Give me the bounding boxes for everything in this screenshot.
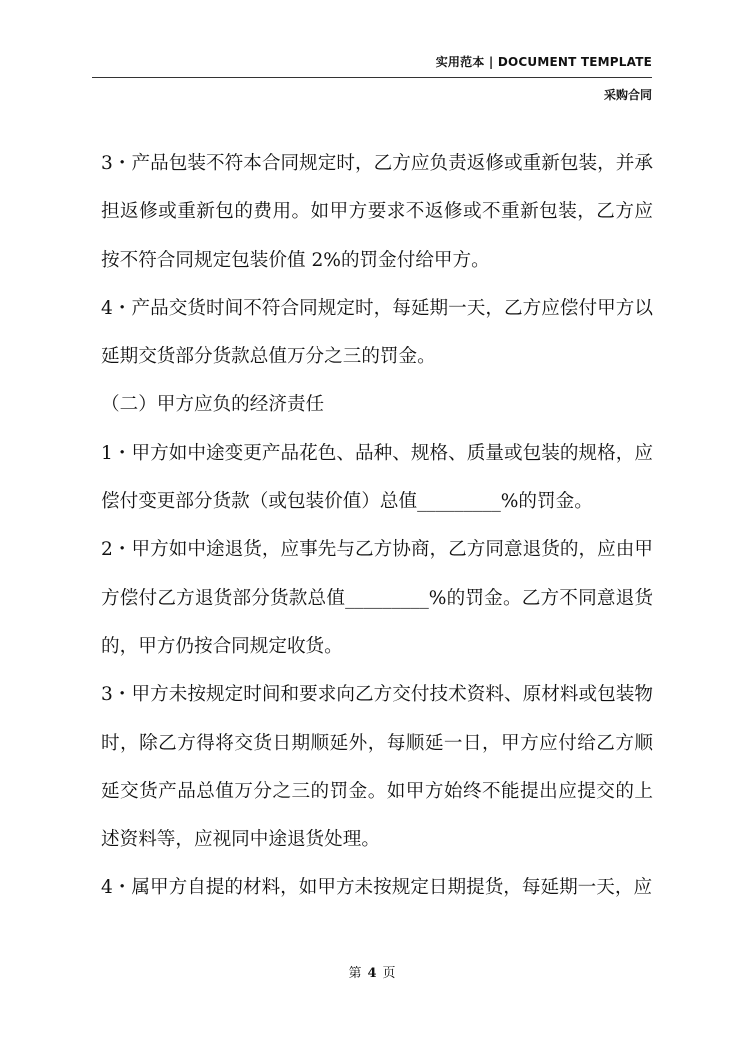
paragraph-buyer-materials: 3・甲方未按规定时间和要求向乙方交付技术资料、原材料或包装物时，除乙方得将交货日期顺延外，每顺延一日，甲方应付给乙方顺延交货产品总值万分之三的罚金。如甲方始终不能提出应提交的上述资料等，应视同中途退货处理。 xyxy=(101,684,653,851)
document-body xyxy=(101,140,653,913)
paragraph-packaging: 3・产品包装不符本合同规定时，乙方应负责返修或重新包装，并承担返修或重新包的费用。如甲方要求不返修或不重新包装，乙方应按不符合同规定包装价值 2%的罚金付给甲方。 xyxy=(101,153,653,271)
document-title: 采购合同 xyxy=(603,88,652,102)
section-heading-buyer-liability: （二）甲方应负的经济责任 xyxy=(101,394,325,416)
paragraph-buyer-return: 2・甲方如中途退货，应事先与乙方协商，乙方同意退货的，应由甲方偿付乙方退货部分货款总值_________%的罚金。乙方不同意退货的，甲方仍按合同规定收货。 xyxy=(101,539,653,657)
footer-prefix: 第 xyxy=(348,966,362,981)
page-footer xyxy=(0,962,744,981)
header-divider xyxy=(92,77,652,78)
paragraph-buyer-pickup: 4・属甲方自提的材料，如甲方未按规定日期提货，每延期一天，应 xyxy=(101,877,653,899)
footer-suffix: 页 xyxy=(382,966,396,981)
header-brand: 实用范本 | DOCUMENT TEMPLATE xyxy=(435,55,652,69)
paragraph-buyer-change: 1・甲方如中途变更产品花色、品种、规格、质量或包装的规格，应偿付变更部分货款（或包装价值）总值_________%的罚金。 xyxy=(101,442,653,513)
paragraph-delivery-delay: 4・产品交货时间不符合同规定时，每延期一天，乙方应偿付甲方以延期交货部分货款总值万分之三的罚金。 xyxy=(101,297,653,368)
page-number: 4 xyxy=(367,966,377,981)
